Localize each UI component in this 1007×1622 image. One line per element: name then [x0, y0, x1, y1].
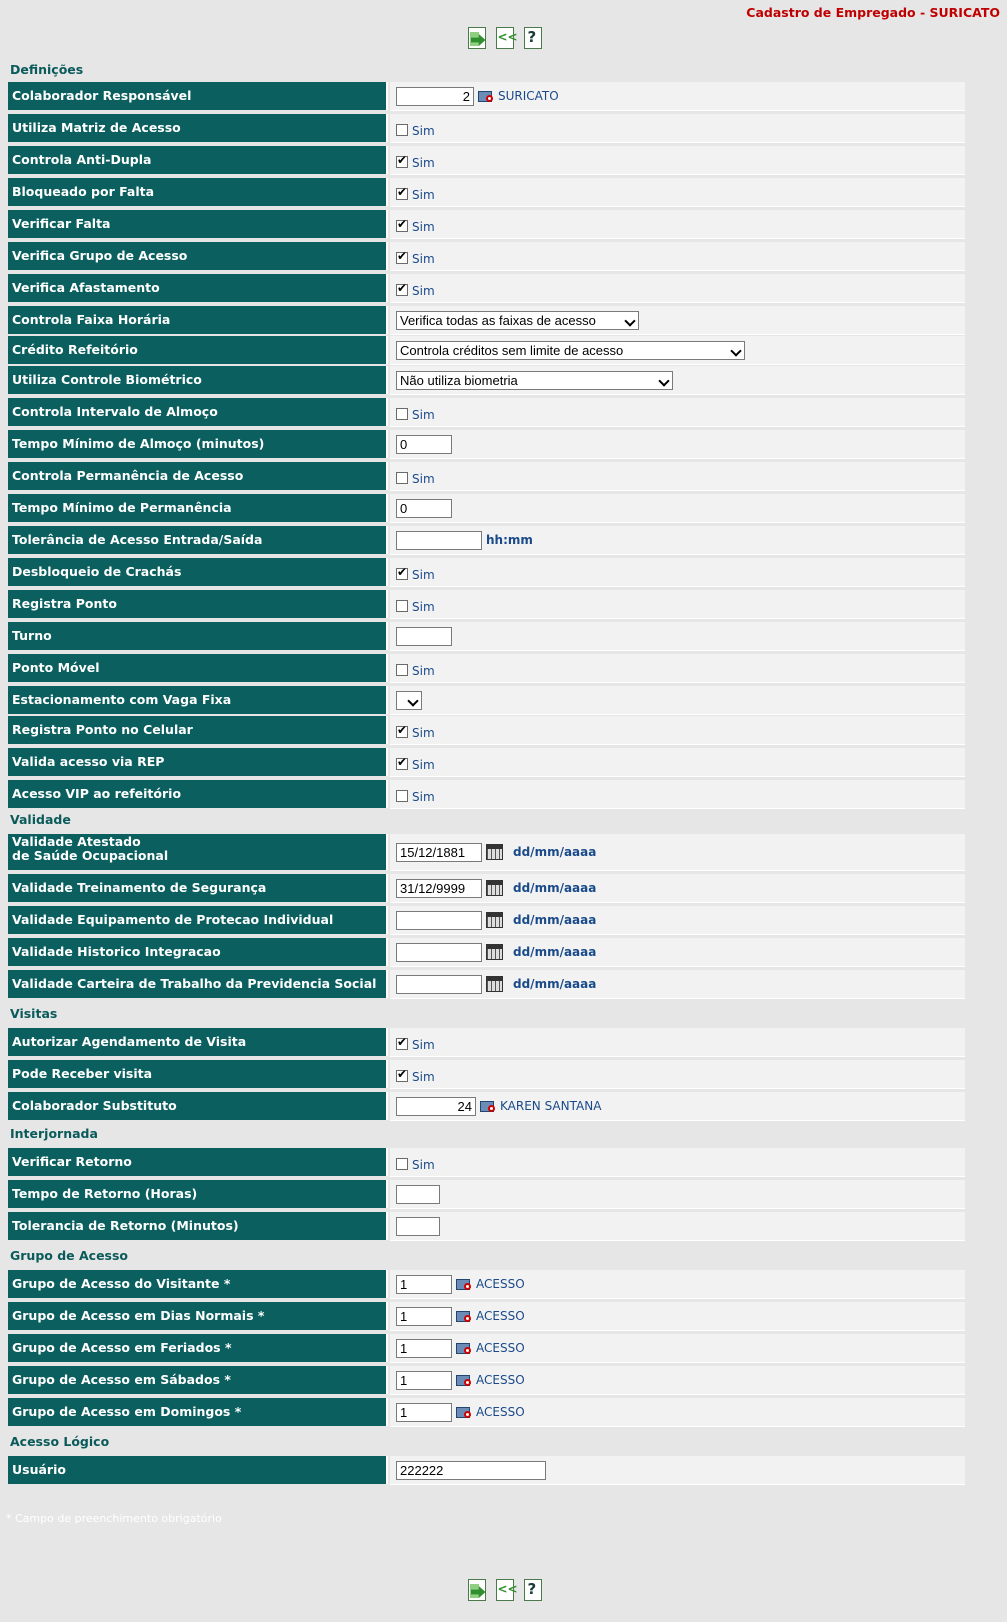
row-label: Grupo de Acesso em Domingos *: [8, 1398, 388, 1426]
lookup-icon[interactable]: [480, 1099, 496, 1113]
sim-label: Sim: [412, 156, 435, 170]
row-label: Pode Receber visita: [8, 1060, 388, 1088]
lookup-icon[interactable]: [478, 89, 494, 103]
row-label: Crédito Refeitório: [8, 336, 388, 364]
tempo-almoco-input[interactable]: 0: [396, 435, 452, 454]
row-validade-historico: [8, 938, 965, 966]
ga-sabados-link[interactable]: ACESSO: [476, 1373, 525, 1387]
row-label: Verificar Falta: [8, 210, 388, 238]
row-intervalo-almoco: [8, 398, 965, 426]
tempo-retorno-input[interactable]: [396, 1185, 440, 1204]
row-label: Registra Ponto: [8, 590, 388, 618]
row-ga-feriados: [8, 1334, 965, 1362]
row-ga-dias-normais: [8, 1302, 965, 1330]
colaborador-responsavel-input[interactable]: 2: [396, 87, 474, 106]
section-acesso-logico: Acesso Lógico: [10, 1434, 110, 1449]
sim-label: Sim: [412, 790, 435, 804]
lookup-icon[interactable]: [456, 1373, 472, 1387]
row-receber-visita: [8, 1060, 965, 1088]
row-verificar-retorno: [8, 1148, 965, 1176]
row-label: Validade Carteira de Trabalho da Previdencia Social: [8, 970, 388, 998]
row-usuario: [8, 1456, 965, 1484]
row-label: Tempo Mínimo de Almoço (minutos): [8, 430, 388, 458]
ga-feriados-input[interactable]: 1: [396, 1339, 452, 1358]
verificar-retorno-checkbox[interactable]: [396, 1158, 408, 1170]
help-icon[interactable]: ?: [521, 26, 543, 50]
row-label: Tempo de Retorno (Horas): [8, 1180, 388, 1208]
row-turno: [8, 622, 965, 650]
row-label: Tolerância de Acesso Entrada/Saída: [8, 526, 388, 554]
ponto-celular-checkbox[interactable]: [396, 726, 408, 738]
row-label: Verifica Grupo de Acesso: [8, 242, 388, 270]
row-tolerancia-retorno: [8, 1212, 965, 1240]
row-faixa-horaria: [8, 306, 965, 334]
controle-biometrico-select[interactable]: Não utiliza biometria: [396, 371, 673, 390]
permanencia-acesso-checkbox[interactable]: [396, 472, 408, 484]
row-colaborador-substituto: [8, 1092, 965, 1120]
registra-ponto-checkbox[interactable]: [396, 600, 408, 612]
row-label: Bloqueado por Falta: [8, 178, 388, 206]
row-label: Autorizar Agendamento de Visita: [8, 1028, 388, 1056]
verifica-grupo-checkbox[interactable]: [396, 252, 408, 264]
sim-label: Sim: [412, 472, 435, 486]
row-tempo-almoco: [8, 430, 965, 458]
sim-label: Sim: [412, 124, 435, 138]
validade-ctps-input[interactable]: [396, 975, 482, 994]
sim-label: Sim: [412, 252, 435, 266]
ga-feriados-link[interactable]: ACESSO: [476, 1341, 525, 1355]
section-visitas: Visitas: [10, 1006, 58, 1021]
section-validade: Validade: [10, 812, 71, 827]
section-definicoes: Definições: [10, 62, 84, 77]
row-desbloqueio-crachas: [8, 558, 965, 586]
receber-visita-checkbox[interactable]: [396, 1070, 408, 1082]
credito-refeitorio-select[interactable]: Controla créditos sem limite de acesso: [396, 341, 745, 360]
row-tempo-retorno: [8, 1180, 965, 1208]
agendamento-visita-checkbox[interactable]: [396, 1038, 408, 1050]
format-hint: dd/mm/aaaa: [513, 881, 597, 895]
format-hint: dd/mm/aaaa: [513, 945, 597, 959]
row-ga-domingos: [8, 1398, 965, 1426]
ga-dias-normais-input[interactable]: 1: [396, 1307, 452, 1326]
row-tolerancia-acesso: [8, 526, 965, 554]
acesso-rep-checkbox[interactable]: [396, 758, 408, 770]
matriz-acesso-checkbox[interactable]: [396, 124, 408, 136]
intervalo-almoco-checkbox[interactable]: [396, 408, 408, 420]
chevron-down-icon: [730, 345, 742, 357]
row-validade-epi: [8, 906, 965, 934]
chevron-down-icon: [624, 315, 636, 327]
sim-label: Sim: [412, 726, 435, 740]
calendar-icon[interactable]: [486, 944, 503, 960]
colaborador-responsavel-link[interactable]: SURICATO: [498, 89, 559, 103]
ga-dias-normais-link[interactable]: ACESSO: [476, 1309, 525, 1323]
tolerancia-acesso-input[interactable]: [396, 531, 482, 550]
row-label: Desbloqueio de Crachás: [8, 558, 388, 586]
export-icon[interactable]: [465, 26, 487, 50]
ga-sabados-input[interactable]: 1: [396, 1371, 452, 1390]
row-label: Tempo Mínimo de Permanência: [8, 494, 388, 522]
format-hint: dd/mm/aaaa: [513, 845, 597, 859]
lookup-icon[interactable]: [456, 1309, 472, 1323]
row-verifica-afastamento: [8, 274, 965, 302]
chevron-down-icon: [407, 695, 419, 707]
row-verifica-grupo: [8, 242, 965, 270]
bloqueado-falta-checkbox[interactable]: [396, 188, 408, 200]
format-hint: dd/mm/aaaa: [513, 913, 597, 927]
sim-label: Sim: [412, 600, 435, 614]
required-footnote: * Campo de preenchimento obrigatório: [6, 1512, 222, 1525]
sim-label: Sim: [412, 188, 435, 202]
top-toolbar: [0, 26, 1007, 50]
usuario-input[interactable]: 222222: [396, 1461, 546, 1480]
sim-label: Sim: [412, 1158, 435, 1172]
calendar-icon[interactable]: [486, 976, 503, 992]
estacionamento-select[interactable]: [396, 691, 422, 710]
share-icon[interactable]: <<: [493, 1578, 515, 1602]
calendar-icon[interactable]: [486, 880, 503, 896]
row-controle-biometrico: [8, 366, 965, 394]
chevron-down-icon: [658, 375, 670, 387]
tempo-permanencia-input[interactable]: 0: [396, 499, 452, 518]
calendar-icon[interactable]: [486, 844, 503, 860]
row-label: Verifica Afastamento: [8, 274, 388, 302]
row-label: Grupo de Acesso do Visitante *: [8, 1270, 388, 1298]
validade-epi-input[interactable]: [396, 911, 482, 930]
row-acesso-rep: [8, 748, 965, 776]
row-label: Turno: [8, 622, 388, 650]
row-acesso-vip: [8, 780, 965, 808]
sim-label: Sim: [412, 284, 435, 298]
row-anti-dupla: [8, 146, 965, 174]
validade-historico-input[interactable]: [396, 943, 482, 962]
desbloqueio-crachas-checkbox[interactable]: [396, 568, 408, 580]
sim-label: Sim: [412, 220, 435, 234]
row-label: Estacionamento com Vaga Fixa: [8, 686, 388, 714]
row-ponto-movel: [8, 654, 965, 682]
verificar-falta-checkbox[interactable]: [396, 220, 408, 232]
ga-visitante-link[interactable]: ACESSO: [476, 1277, 525, 1291]
row-permanencia-acesso: [8, 462, 965, 490]
lookup-icon[interactable]: [456, 1341, 472, 1355]
row-bloqueado-falta: [8, 178, 965, 206]
validade-aso-input[interactable]: 15/12/1881: [396, 843, 482, 862]
sim-label: Sim: [412, 664, 435, 678]
sim-label: Sim: [412, 568, 435, 582]
colaborador-substituto-link[interactable]: KAREN SANTANA: [500, 1099, 602, 1113]
sim-label: Sim: [412, 1038, 435, 1052]
row-estacionamento: [8, 686, 965, 714]
row-tempo-permanencia: [8, 494, 965, 522]
row-label: Controla Faixa Horária: [8, 306, 388, 334]
help-icon[interactable]: ?: [521, 1578, 543, 1602]
row-label: Controla Anti-Dupla: [8, 146, 388, 174]
row-label: Acesso VIP ao refeitório: [8, 780, 388, 808]
format-hint: hh:mm: [486, 533, 533, 547]
row-label: Validade Historico Integracao: [8, 938, 388, 966]
anti-dupla-checkbox[interactable]: [396, 156, 408, 168]
row-ga-sabados: [8, 1366, 965, 1394]
turno-input[interactable]: [396, 627, 452, 646]
row-label: Validade Equipamento de Protecao Individual: [8, 906, 388, 934]
acesso-vip-checkbox[interactable]: [396, 790, 408, 802]
row-label: Validade Treinamento de Segurança: [8, 874, 388, 902]
row-label: Valida acesso via REP: [8, 748, 388, 776]
row-matriz-acesso: [8, 114, 965, 142]
calendar-icon[interactable]: [486, 912, 503, 928]
lookup-icon[interactable]: [456, 1405, 472, 1419]
row-label: Usuário: [8, 1456, 388, 1484]
row-ponto-celular: [8, 716, 965, 744]
row-label: Colaborador Substituto: [8, 1092, 388, 1120]
bottom-toolbar: [0, 1578, 1007, 1602]
sim-label: Sim: [412, 1070, 435, 1084]
row-label: Controla Permanência de Acesso: [8, 462, 388, 490]
format-hint: dd/mm/aaaa: [513, 977, 597, 991]
row-label: Ponto Móvel: [8, 654, 388, 682]
row-verificar-falta: [8, 210, 965, 238]
row-label: Grupo de Acesso em Dias Normais *: [8, 1302, 388, 1330]
row-label: Grupo de Acesso em Feriados *: [8, 1334, 388, 1362]
section-interjornada: Interjornada: [10, 1126, 98, 1141]
colaborador-substituto-input[interactable]: 24: [396, 1097, 476, 1116]
section-grupo-acesso: Grupo de Acesso: [10, 1248, 129, 1263]
row-label: Verificar Retorno: [8, 1148, 388, 1176]
row-registra-ponto: [8, 590, 965, 618]
share-icon[interactable]: <<: [493, 26, 515, 50]
row-validade-aso: [8, 834, 965, 870]
sim-label: Sim: [412, 408, 435, 422]
sim-label: Sim: [412, 758, 435, 772]
faixa-horaria-select[interactable]: Verifica todas as faixas de acesso: [396, 311, 639, 330]
verifica-afastamento-checkbox[interactable]: [396, 284, 408, 296]
row-credito-refeitorio: [8, 336, 965, 364]
lookup-icon[interactable]: [456, 1277, 472, 1291]
validade-treinamento-input[interactable]: 31/12/9999: [396, 879, 482, 898]
row-colaborador-responsavel: [8, 82, 965, 110]
row-label: Validade Atestado de Saúde Ocupacional: [8, 834, 388, 870]
export-icon[interactable]: [465, 1578, 487, 1602]
row-label: Utiliza Matriz de Acesso: [8, 114, 388, 142]
ga-domingos-link[interactable]: ACESSO: [476, 1405, 525, 1419]
row-label: Colaborador Responsável: [8, 82, 388, 110]
page-title: Cadastro de Empregado - SURICATO: [746, 5, 1000, 20]
row-ga-visitante: [8, 1270, 965, 1298]
row-label: Utiliza Controle Biométrico: [8, 366, 388, 394]
ga-visitante-input[interactable]: 1: [396, 1275, 452, 1294]
row-label: Tolerancia de Retorno (Minutos): [8, 1212, 388, 1240]
row-label: Grupo de Acesso em Sábados *: [8, 1366, 388, 1394]
row-validade-treinamento: [8, 874, 965, 902]
row-validade-ctps: [8, 970, 965, 998]
row-label: Controla Intervalo de Almoço: [8, 398, 388, 426]
row-label: Registra Ponto no Celular: [8, 716, 388, 744]
ga-domingos-input[interactable]: 1: [396, 1403, 452, 1422]
row-agendamento-visita: [8, 1028, 965, 1056]
tolerancia-retorno-input[interactable]: [396, 1217, 440, 1236]
ponto-movel-checkbox[interactable]: [396, 664, 408, 676]
